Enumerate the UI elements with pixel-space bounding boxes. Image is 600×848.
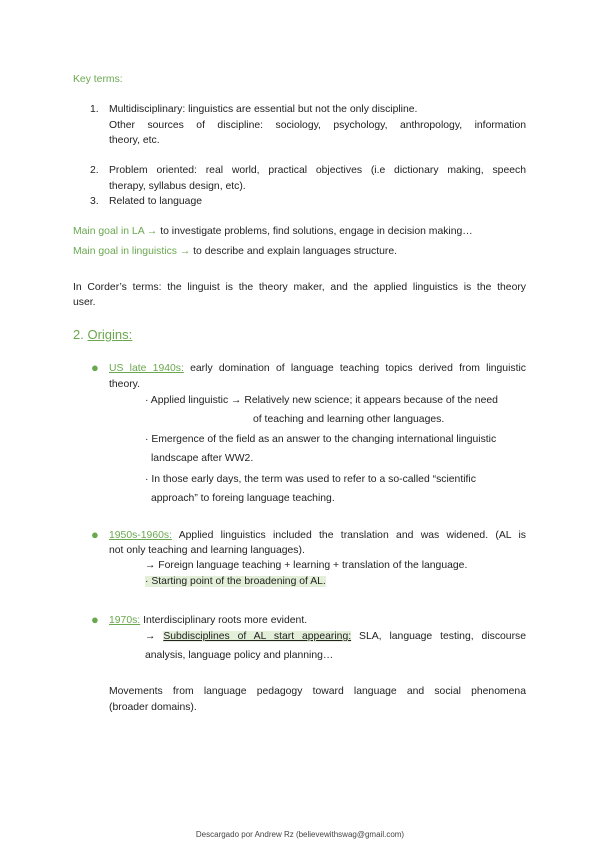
goal-linguistics bbox=[73, 246, 397, 257]
fifties-sub1: → Foreign language teaching + learning + translation of the language. bbox=[145, 560, 468, 571]
movements-line-1: Movements from language pedagogy toward language and social phenomena bbox=[109, 686, 526, 697]
download-footer: Descargado por Andrew Rz (believewithswag@gmail.com) bbox=[195, 830, 405, 839]
us-sub3-b bbox=[151, 493, 335, 504]
us-sub2-b: landscape after WW2. bbox=[151, 453, 254, 464]
fifties-text: Applied linguistics included the translation and was widened. (AL is bbox=[171, 530, 526, 541]
us-1940s-line bbox=[109, 363, 526, 374]
fifties-label: 1950s-1960s: bbox=[109, 530, 172, 541]
us-1940s-label: US late 1940s: bbox=[109, 363, 184, 374]
goal-la bbox=[73, 226, 473, 237]
key-terms-heading: Key terms: bbox=[73, 74, 123, 85]
fifties-cont: not only teaching and learning languages). bbox=[109, 545, 305, 556]
goal-la-label: Main goal in LA → bbox=[73, 226, 158, 237]
fifties-sub2: · Starting point of the broadening of AL. bbox=[145, 576, 326, 587]
us-sub3-a: · In those early days, the term was used to refer to a so-called “scientific bbox=[145, 474, 476, 485]
us-sub1-b: of teaching and learning other languages. bbox=[253, 414, 445, 425]
us-sub3-b-b: foreing language teaching bbox=[212, 493, 332, 504]
seventies-label: 1970s: bbox=[109, 615, 141, 626]
key-term-2 bbox=[109, 165, 526, 176]
goal-la-text: to investigate problems, find solutions, engage in decision making… bbox=[157, 226, 473, 237]
seventies-line bbox=[109, 615, 307, 626]
goal-ling-label: Main goal in linguistics → bbox=[73, 246, 191, 257]
corder-theory: theory bbox=[497, 282, 527, 293]
seventies-sub1 bbox=[145, 631, 526, 642]
bullet-icon: ● bbox=[91, 360, 99, 375]
bullet-icon: ● bbox=[91, 612, 99, 627]
origins-number: 2. bbox=[73, 327, 88, 342]
corder-line-2: user. bbox=[73, 297, 96, 308]
origins-title: Origins: bbox=[87, 327, 133, 342]
key-term-1 bbox=[109, 104, 417, 115]
seventies-highlight: Subdisciplines of AL start appearing: bbox=[163, 631, 352, 642]
us-sub2-a: · Emergence of the field as an answer to the changing international linguistic bbox=[145, 434, 497, 445]
goal-ling-text: to describe and explain languages structure. bbox=[190, 246, 398, 257]
key-term-number-3: 3. bbox=[90, 196, 99, 207]
corder-line1-b: , and the applied linguistics is the bbox=[321, 282, 498, 293]
us-sub3-b-c: . bbox=[331, 493, 335, 504]
key-term-1-term: Multidisciplinary bbox=[109, 104, 183, 115]
key-term-1-cont2: theory, etc. bbox=[109, 135, 160, 146]
key-term-2-term: Problem oriented bbox=[109, 165, 195, 176]
fifties-line bbox=[109, 530, 526, 541]
key-term-2-text: : real world, practical objectives (i.e dictionary making, speech bbox=[194, 165, 526, 176]
key-term-number-2: 2. bbox=[90, 165, 99, 176]
corder-line1-a: In Corder’s terms: the linguist is the bbox=[73, 282, 259, 293]
us-sub3-b-a: approach” to bbox=[151, 493, 213, 504]
seventies-sub2: analysis, language policy and planning… bbox=[145, 650, 334, 661]
us-1940s-cont: theory. bbox=[109, 379, 140, 390]
key-term-2-cont1: therapy, syllabus design, etc). bbox=[109, 181, 246, 192]
us-sub1-a: · Applied linguistic → Relatively new science; it appears because of the need bbox=[145, 395, 498, 406]
key-term-number-1: 1. bbox=[90, 104, 99, 115]
us-1940s-text: early domination of language teaching topics derived from linguistic bbox=[183, 363, 526, 374]
corder-line-1 bbox=[73, 282, 526, 293]
seventies-arrow: → bbox=[145, 631, 164, 642]
bullet-icon: ● bbox=[91, 527, 99, 542]
movements-line-2: (broader domains). bbox=[109, 702, 197, 713]
key-term-1-text: : linguistics are essential but not the only discipline. bbox=[182, 104, 418, 115]
key-term-1-cont1: Other sources of discipline: sociology, psychology, anthropology, information bbox=[109, 120, 526, 131]
origins-heading bbox=[73, 327, 132, 342]
seventies-text: Interdisciplinary roots more evident. bbox=[140, 615, 308, 626]
seventies-sub1-rest: SLA, language testing, discourse bbox=[351, 631, 527, 642]
corder-theory-maker: theory maker bbox=[258, 282, 322, 293]
key-term-3: Related to language bbox=[109, 196, 203, 207]
